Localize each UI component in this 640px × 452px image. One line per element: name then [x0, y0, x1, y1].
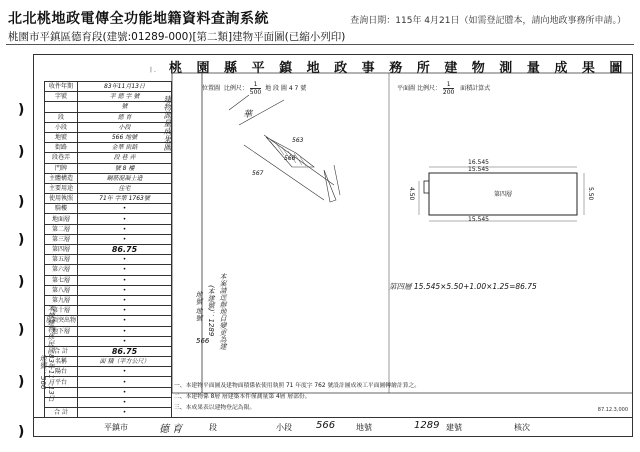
sheet-title: 桃 園 縣 平 鎮 地 政 事 務 所 建 物 測 量 成 果 圖 — [169, 61, 628, 76]
row-key: 字號 — [45, 92, 78, 102]
section-value: 德 育 — [159, 424, 183, 435]
handwritten-note: 地號 地號 — [195, 291, 203, 322]
dim-top: 16.545 — [468, 159, 489, 166]
row-key: 第五層 — [45, 255, 78, 265]
row-value: • — [78, 204, 172, 214]
section-suffix: 段 — [209, 423, 217, 432]
lot-label: 567 — [252, 170, 264, 177]
row-value: • — [78, 326, 172, 336]
binding-mark: ) — [18, 374, 25, 390]
dim-left: 4.50 — [408, 187, 415, 201]
row-key: 平台 — [45, 377, 78, 387]
bottom-location-row — [34, 417, 632, 436]
row-value: 71年 字第 1763號 — [78, 194, 172, 204]
survey-sheet — [33, 54, 633, 437]
row-key: 段 — [45, 112, 78, 122]
row-value: • — [78, 234, 172, 244]
small-section: 小段 — [276, 423, 292, 432]
check-label: 核次 — [514, 423, 530, 432]
row-value: 鋼筋混凝土造 — [78, 173, 172, 183]
row-value: • — [78, 265, 172, 275]
row-key: 使用執照 — [45, 194, 78, 204]
row-key: 第六層 — [45, 265, 78, 275]
binding-mark: ) — [18, 232, 25, 248]
binding-mark: ) — [18, 274, 25, 290]
row-key: 第八層 — [45, 285, 78, 295]
row-key: 第七層 — [45, 275, 78, 285]
row-key: 合 計 — [45, 346, 78, 356]
row-value: • — [78, 275, 172, 285]
row-key: 第二層 — [45, 224, 78, 234]
lot-label: 563 — [292, 137, 304, 144]
title-mark: 丨． — [148, 67, 161, 74]
page-subtitle: 桃園市平鎮區德育段(建號:01289-000)[第二類]建物平面圖(已縮小列印) — [8, 31, 346, 43]
row-key: 第三層 — [45, 234, 78, 244]
handwritten-lot: 566 — [196, 337, 210, 345]
row-value: 平 德 字 號 — [78, 92, 172, 102]
row-key: 主體構造 — [45, 173, 78, 183]
row-key: 收件年期 — [45, 82, 78, 92]
row-key: 第十層 — [45, 306, 78, 316]
row-value: 住宅 — [78, 183, 172, 193]
row-value: 小段 — [78, 122, 172, 132]
row-value: 面 積（平方公尺） — [78, 357, 172, 367]
query-date: 查詢日期：115年 4月21日（如需登記謄本，請向地政事務所申請。） — [350, 16, 626, 26]
row-value: 金華 街路 — [78, 143, 172, 153]
binding-holes — [0, 54, 28, 444]
row-value: • — [78, 316, 172, 326]
row-value: • — [78, 336, 172, 346]
row-key: 第九層 — [45, 295, 78, 305]
row-key: 陽台 — [45, 367, 78, 377]
row-value: • — [78, 408, 172, 418]
row-value: 段 巷 弄 — [78, 153, 172, 163]
page-header-title: 北北桃地政電傳全功能地籍資料查詢系統 — [8, 11, 269, 27]
row-value: • — [78, 306, 172, 316]
area-calculation: 第四層 15.545×5.50+1.00×1.25=86.75 — [389, 282, 537, 291]
binding-mark: ) — [18, 102, 25, 118]
survey-notes — [174, 381, 420, 414]
city: 平鎮市 — [104, 423, 128, 432]
row-key: 主要用途 — [45, 183, 78, 193]
dim-right: 5.50 — [587, 187, 594, 201]
row-key: 合 計 — [45, 408, 78, 418]
binding-mark: ) — [18, 194, 25, 210]
building-plan — [34, 55, 632, 436]
note-line: 一、本建物平面圖及建物面積係依使用執照 71 年度字 762 號設計圖成竣工平面圖轉繪計算之。 — [174, 383, 421, 389]
row-value: 83年11月13日 — [78, 82, 172, 92]
row-value: 86.75 — [78, 346, 172, 356]
building-value: 1289 — [414, 420, 440, 431]
row-key: 地下層 — [45, 326, 78, 336]
row-value: • — [78, 285, 172, 295]
dim-bottom: 15.545 — [468, 216, 489, 223]
row-value: 86.75 — [78, 245, 172, 255]
handwritten-note: 建物測量成果圖 — [163, 95, 172, 151]
plan-scale: 平面圖 比例尺： $\frac{1}{200}$ 面積計算式 — [397, 81, 491, 96]
margin-note: 本棟建物係民國83年11月13日 — [47, 305, 55, 402]
handwritten-note: (本建號)：1289 — [207, 285, 215, 337]
road-label: 華 — [243, 110, 253, 120]
lot-label: 566 — [284, 155, 296, 162]
row-value: 566 地號 — [78, 132, 172, 142]
dim-inner: 15.545 — [468, 166, 489, 173]
header-divider — [6, 44, 634, 45]
row-key: 名稱 — [45, 357, 78, 367]
row-key: 騎樓 — [45, 204, 78, 214]
row-key: 屋頂突出物 — [46, 317, 77, 325]
row-key: 段巷弄 — [45, 153, 78, 163]
lot-value: 566 — [316, 420, 336, 431]
row-value: 號 — [78, 102, 172, 112]
note-line: 二、本建物係 8層 層建築本件僅測量第 4層 層部份。 — [174, 394, 311, 400]
row-value: 德 育 — [78, 112, 172, 122]
building-suffix: 建號 — [446, 423, 462, 432]
row-key: 小段 — [45, 122, 78, 132]
row-value: • — [78, 377, 172, 387]
row-key: 地面層 — [45, 214, 78, 224]
form-code: 87.12.3,000 — [597, 407, 628, 413]
floor-name: 第四層 — [494, 191, 513, 198]
row-value: • — [78, 397, 172, 407]
row-value: 號 8 樓 — [78, 163, 172, 173]
row-key: 門牌 — [45, 163, 78, 173]
margin-note: 地號：566 — [39, 355, 47, 390]
binding-mark: ) — [18, 424, 25, 440]
row-value: • — [78, 214, 172, 224]
row-key: 街路 — [45, 143, 78, 153]
location-scale: 位置圖 比例尺： $\frac{1}{500}$ 地 段 圖 4 7 號 — [202, 81, 307, 96]
handwritten-note: 本案請逕辦地目變更為建 — [219, 273, 227, 350]
binding-mark: ) — [18, 322, 25, 338]
binding-mark: ) — [18, 144, 25, 160]
note-line: 三、本成果表以建物登記為限。 — [174, 405, 256, 411]
row-value: • — [78, 224, 172, 234]
row-value: • — [78, 255, 172, 265]
lot-suffix: 地號 — [356, 423, 372, 432]
row-key: 地號 — [45, 132, 78, 142]
row-value: • — [78, 387, 172, 397]
row-value: • — [78, 367, 172, 377]
row-value: • — [78, 295, 172, 305]
row-key: 第四層 — [45, 245, 78, 255]
